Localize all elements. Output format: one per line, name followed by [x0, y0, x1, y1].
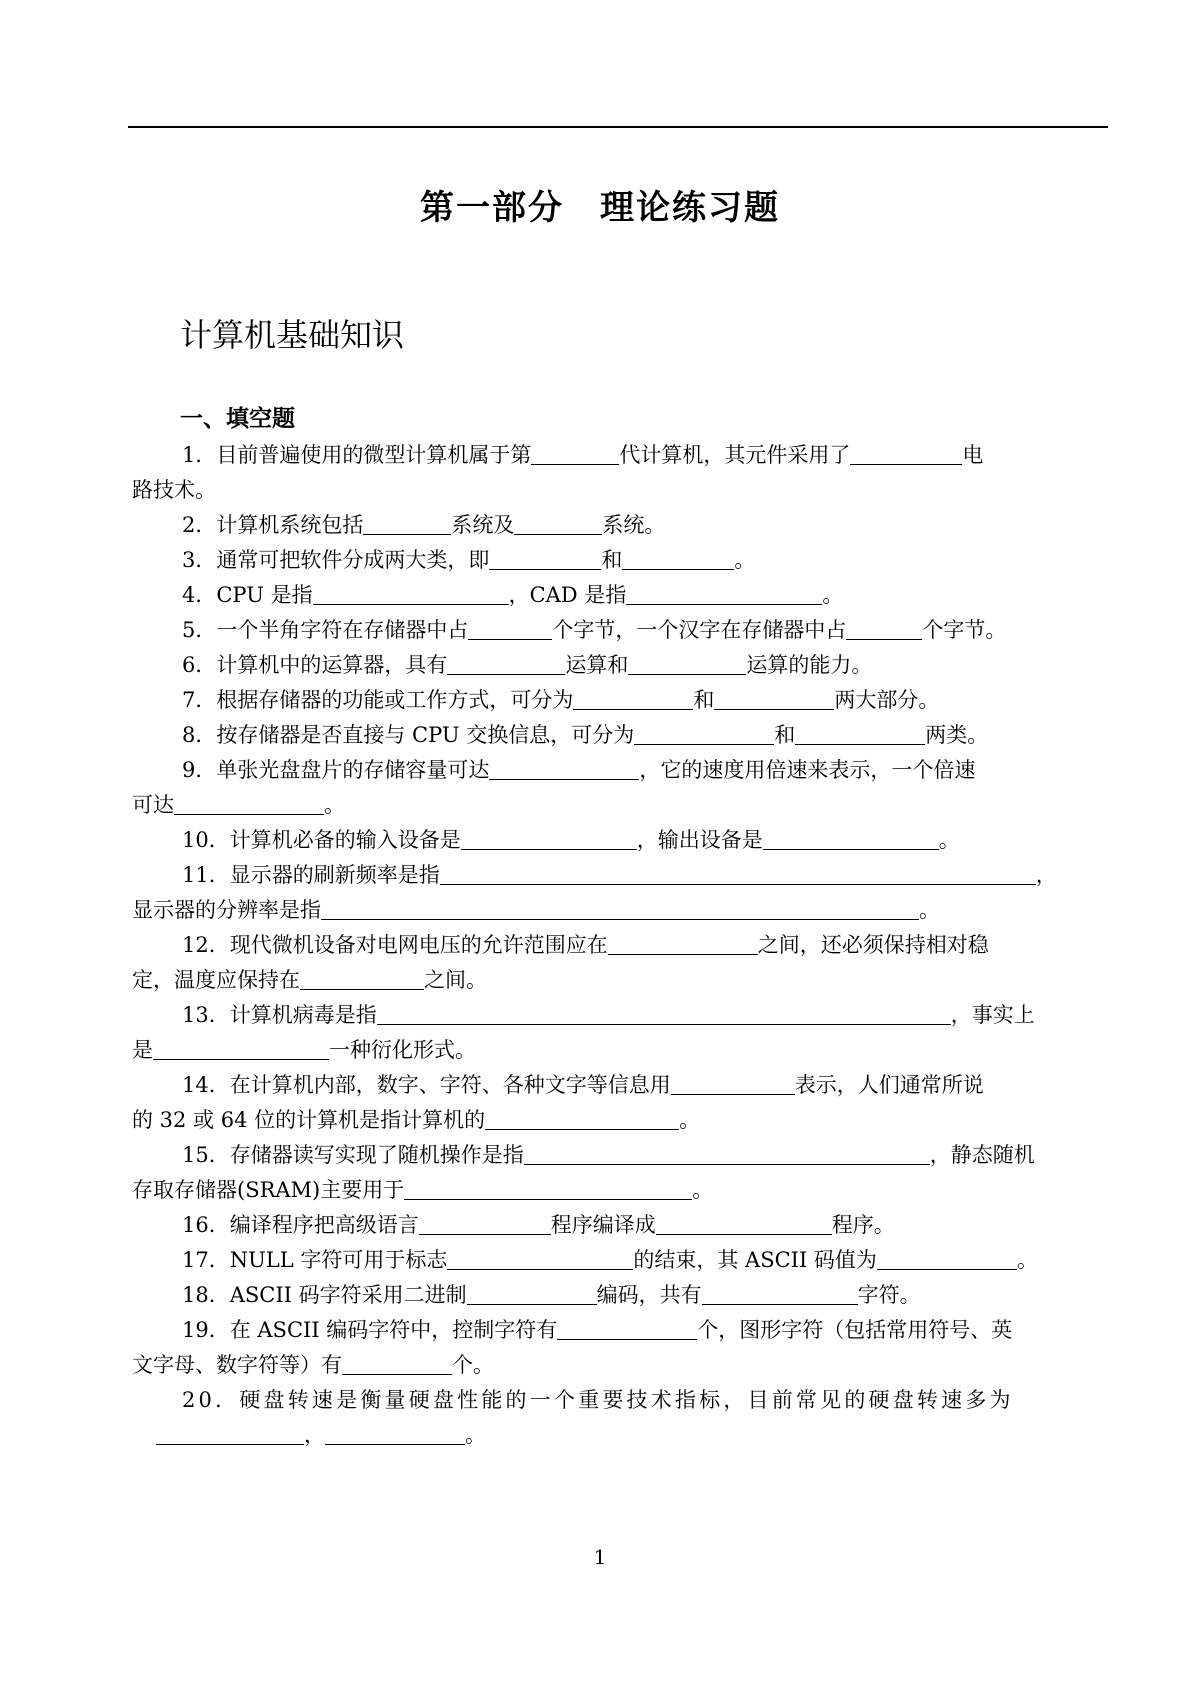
- answer-blank[interactable]: [321, 897, 919, 920]
- question-text: 。: [919, 898, 940, 922]
- question-text: 。: [679, 1108, 701, 1132]
- question-text: 。: [692, 1178, 714, 1202]
- question-3: [132, 543, 1092, 578]
- answer-blank[interactable]: [174, 792, 324, 815]
- question-text: ，CAD 是指: [508, 583, 627, 607]
- question-15: [132, 1138, 1092, 1208]
- question-8: [132, 718, 1092, 753]
- question-text: 。: [822, 583, 844, 607]
- question-text: ，事实上: [950, 1003, 1035, 1027]
- answer-blank[interactable]: [404, 1177, 692, 1200]
- question-text: 路技术。: [132, 478, 216, 502]
- question-text: 16．编译程序把高级语言: [182, 1213, 419, 1237]
- answer-blank[interactable]: [573, 687, 693, 710]
- question-text: 17．NULL 字符可用于标志: [182, 1248, 448, 1272]
- question-text: 4．CPU 是指: [182, 583, 313, 607]
- answer-blank[interactable]: [656, 1212, 832, 1235]
- question-19: [132, 1313, 1092, 1383]
- answer-blank[interactable]: [626, 582, 822, 605]
- question-text: 。: [465, 1423, 486, 1447]
- answer-blank[interactable]: [524, 1142, 930, 1165]
- question-text: 和: [774, 723, 796, 747]
- part-title: [0, 180, 1200, 229]
- question-text: ，: [1035, 863, 1057, 887]
- question-text: 可达: [132, 793, 174, 817]
- question-text: 程序编译成: [550, 1213, 656, 1237]
- question-20: [132, 1383, 1092, 1453]
- question-text: 。: [1016, 1248, 1038, 1272]
- question-text: 7．根据存储器的功能或工作方式，可分为: [182, 688, 574, 712]
- question-text: 和: [693, 688, 715, 712]
- question-text: 的 32 或 64 位的计算机是指计算机的: [132, 1108, 486, 1132]
- part-title-name: 理论练习题: [600, 188, 780, 228]
- question-4: [132, 578, 1092, 613]
- question-text: 个，图形字符（包括常用符号、英: [697, 1318, 1013, 1342]
- question-2: [132, 508, 1092, 543]
- question-text: 。: [324, 793, 345, 817]
- answer-blank[interactable]: [514, 512, 602, 535]
- section-title: 计算机基础知识: [180, 316, 405, 354]
- question-text: 编码，共有: [596, 1283, 702, 1307]
- question-text: 6．计算机中的运算器，具有: [182, 653, 448, 677]
- question-5: [132, 613, 1092, 648]
- question-text: 9．单张光盘盘片的存储容量可达: [182, 758, 490, 782]
- question-text: 两类。: [925, 723, 989, 747]
- question-text: 8．按存储器是否直接与 CPU 交换信息，可分为: [182, 723, 635, 747]
- question-9: [132, 753, 1092, 823]
- question-17: [132, 1243, 1092, 1278]
- answer-blank[interactable]: [634, 722, 774, 745]
- answer-blank[interactable]: [877, 1247, 1017, 1270]
- answer-blank[interactable]: [461, 827, 637, 850]
- answer-blank[interactable]: [622, 547, 734, 570]
- question-text: 存取存储器(SRAM)主要用于: [132, 1178, 405, 1202]
- question-14: [132, 1068, 1092, 1138]
- answer-blank[interactable]: [342, 1352, 452, 1375]
- answer-blank[interactable]: [485, 1107, 679, 1130]
- answer-blank[interactable]: [557, 1317, 697, 1340]
- answer-blank[interactable]: [325, 1422, 465, 1445]
- part-title-number: 第一部分: [420, 188, 564, 228]
- question-11: [132, 858, 1092, 928]
- question-16: [132, 1208, 1092, 1243]
- answer-blank[interactable]: [489, 757, 639, 780]
- question-7: [132, 683, 1092, 718]
- answer-blank[interactable]: [419, 1212, 551, 1235]
- question-text: 20．硬盘转速是衡量硬盘性能的一个重要技术指标，目前常见的硬盘转速多为: [182, 1388, 1014, 1412]
- question-text: 和: [601, 548, 623, 572]
- question-text: 文字母、数字符等）有: [132, 1353, 342, 1377]
- answer-blank[interactable]: [300, 967, 424, 990]
- question-13: [132, 998, 1092, 1068]
- answer-blank[interactable]: [156, 1422, 304, 1445]
- subsection-title: 一、填空题: [180, 406, 295, 432]
- question-text: 3．通常可把软件分成两大类，即: [182, 548, 490, 572]
- answer-blank[interactable]: [628, 652, 746, 675]
- answer-blank[interactable]: [468, 617, 552, 640]
- question-text: ，: [304, 1423, 325, 1447]
- question-text: 19．在 ASCII 编码字符中，控制字符有: [182, 1318, 558, 1342]
- question-text: 电: [962, 443, 984, 467]
- question-12: [132, 928, 1092, 998]
- question-text: 13．计算机病毒是指: [182, 1003, 377, 1027]
- answer-blank[interactable]: [608, 932, 758, 955]
- question-6: [132, 648, 1092, 683]
- question-text: 的结束，其 ASCII 码值为: [633, 1248, 877, 1272]
- question-text: 11．显示器的刷新频率是指: [182, 863, 440, 887]
- question-text: 1．目前普遍使用的微型计算机属于第: [182, 443, 532, 467]
- answer-blank[interactable]: [714, 687, 834, 710]
- question-text: 之间。: [424, 968, 487, 992]
- answer-blank[interactable]: [363, 512, 451, 535]
- answer-blank[interactable]: [447, 652, 565, 675]
- answer-blank[interactable]: [850, 442, 962, 465]
- question-1: [132, 438, 1092, 508]
- question-text: 5．一个半角字符在存储器中占: [182, 618, 469, 642]
- answer-blank[interactable]: [489, 547, 601, 570]
- question-text: 个。: [452, 1353, 494, 1377]
- answer-blank[interactable]: [671, 1072, 795, 1095]
- question-text: 系统及: [451, 513, 515, 537]
- question-text: 程序。: [831, 1213, 895, 1237]
- page-number: 1: [593, 1545, 607, 1569]
- question-text: 定，温度应保持在: [132, 968, 300, 992]
- question-text: 表示，人们通常所说: [794, 1073, 984, 1097]
- question-text: 之间，还必须保持相对稳: [757, 933, 989, 957]
- answer-blank[interactable]: [702, 1282, 858, 1305]
- question-text: 18．ASCII 码字符采用二进制: [182, 1283, 467, 1307]
- question-text: 系统。: [602, 513, 666, 537]
- question-text: 。: [734, 548, 756, 572]
- answer-blank[interactable]: [531, 442, 619, 465]
- answer-blank[interactable]: [313, 582, 509, 605]
- question-text: 2．计算机系统包括: [182, 513, 364, 537]
- question-text: 运算的能力。: [746, 653, 873, 677]
- question-text: 运算和: [565, 653, 629, 677]
- question-text: 个字节。: [922, 618, 1007, 642]
- question-text: ，静态随机: [929, 1143, 1035, 1167]
- question-10: [132, 823, 1092, 858]
- answer-blank[interactable]: [846, 617, 922, 640]
- question-text: 显示器的分辨率是指: [132, 898, 321, 922]
- question-text: 。: [938, 828, 960, 852]
- answer-blank[interactable]: [153, 1037, 329, 1060]
- answer-blank[interactable]: [377, 1002, 951, 1025]
- question-text: 代计算机，其元件采用了: [619, 443, 851, 467]
- answer-blank[interactable]: [795, 722, 925, 745]
- question-text: 10．计算机必备的输入设备是: [182, 828, 461, 852]
- question-text: 12．现代微机设备对电网电压的允许范围应在: [182, 933, 608, 957]
- question-text: 是: [132, 1038, 153, 1062]
- question-text: 一种衍化形式。: [329, 1038, 476, 1062]
- header-rule: [128, 126, 1108, 128]
- answer-blank[interactable]: [467, 1282, 597, 1305]
- answer-blank[interactable]: [447, 1247, 633, 1270]
- answer-blank[interactable]: [440, 862, 1036, 885]
- question-text: 14．在计算机内部，数字、字符、各种文字等信息用: [182, 1073, 671, 1097]
- question-text: 个字节，一个汉字在存储器中占: [552, 618, 847, 642]
- answer-blank[interactable]: [763, 827, 939, 850]
- question-text: 字符。: [857, 1283, 921, 1307]
- question-text: ，它的速度用倍速来表示，一个倍速: [639, 758, 976, 782]
- question-text: ，输出设备是: [636, 828, 763, 852]
- question-text: 两大部分。: [834, 688, 940, 712]
- question-18: [132, 1278, 1092, 1313]
- question-text: 15．存储器读写实现了随机操作是指: [182, 1143, 524, 1167]
